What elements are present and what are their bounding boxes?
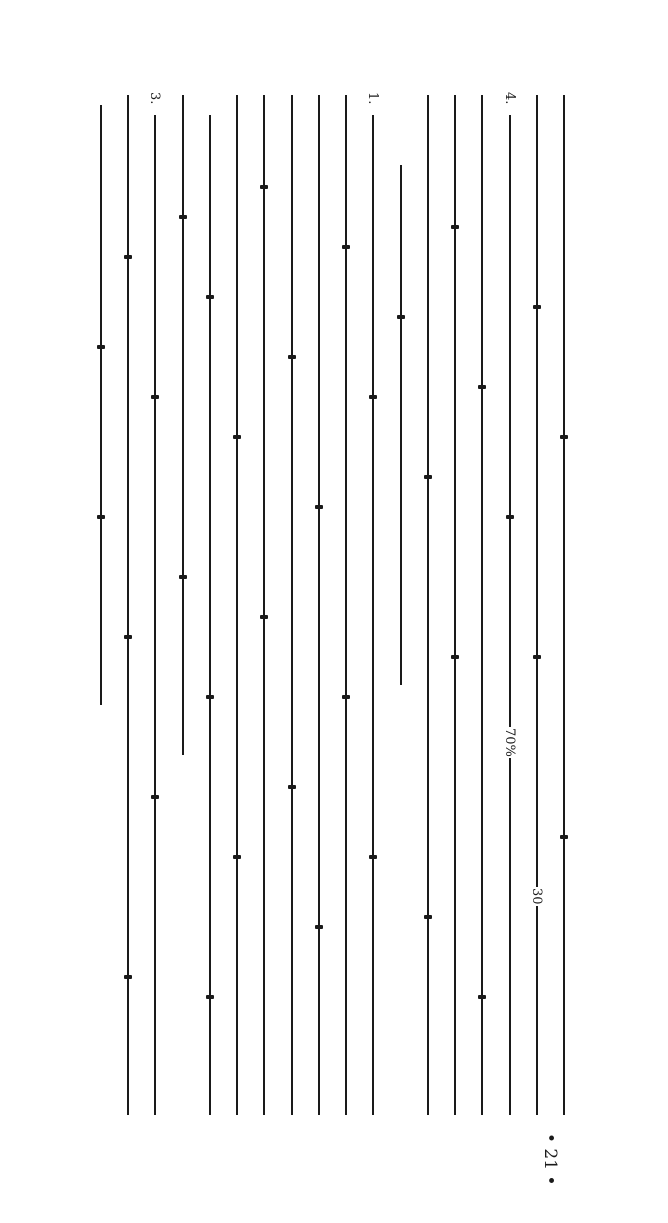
- text-column: [204, 95, 216, 1115]
- text-column: [286, 95, 298, 1115]
- inline-percent: 70%: [501, 728, 517, 757]
- text-column: [365, 92, 381, 1115]
- text-column: [501, 92, 517, 1115]
- text-column: [449, 95, 461, 1115]
- page-number: • 21 •: [540, 1133, 560, 1186]
- text-column: [147, 92, 163, 1115]
- text-column: [558, 95, 570, 1115]
- text-column: [122, 95, 134, 1115]
- text-column: [422, 95, 434, 1115]
- numbered-item-label: 3.: [147, 92, 163, 105]
- text-column: [395, 95, 407, 1115]
- text-column: [476, 95, 488, 1115]
- text-column: [95, 95, 107, 1115]
- text-column: [528, 95, 544, 1115]
- inline-minutes: 30: [528, 888, 544, 905]
- numbered-item-label: 1.: [365, 92, 381, 105]
- text-column: [340, 95, 352, 1115]
- text-column: [177, 95, 189, 1115]
- text-column: [258, 95, 270, 1115]
- text-column: [231, 95, 243, 1115]
- vertical-text-block: [95, 92, 570, 1115]
- text-column: [313, 95, 325, 1115]
- numbered-item-label: 4.: [501, 92, 517, 105]
